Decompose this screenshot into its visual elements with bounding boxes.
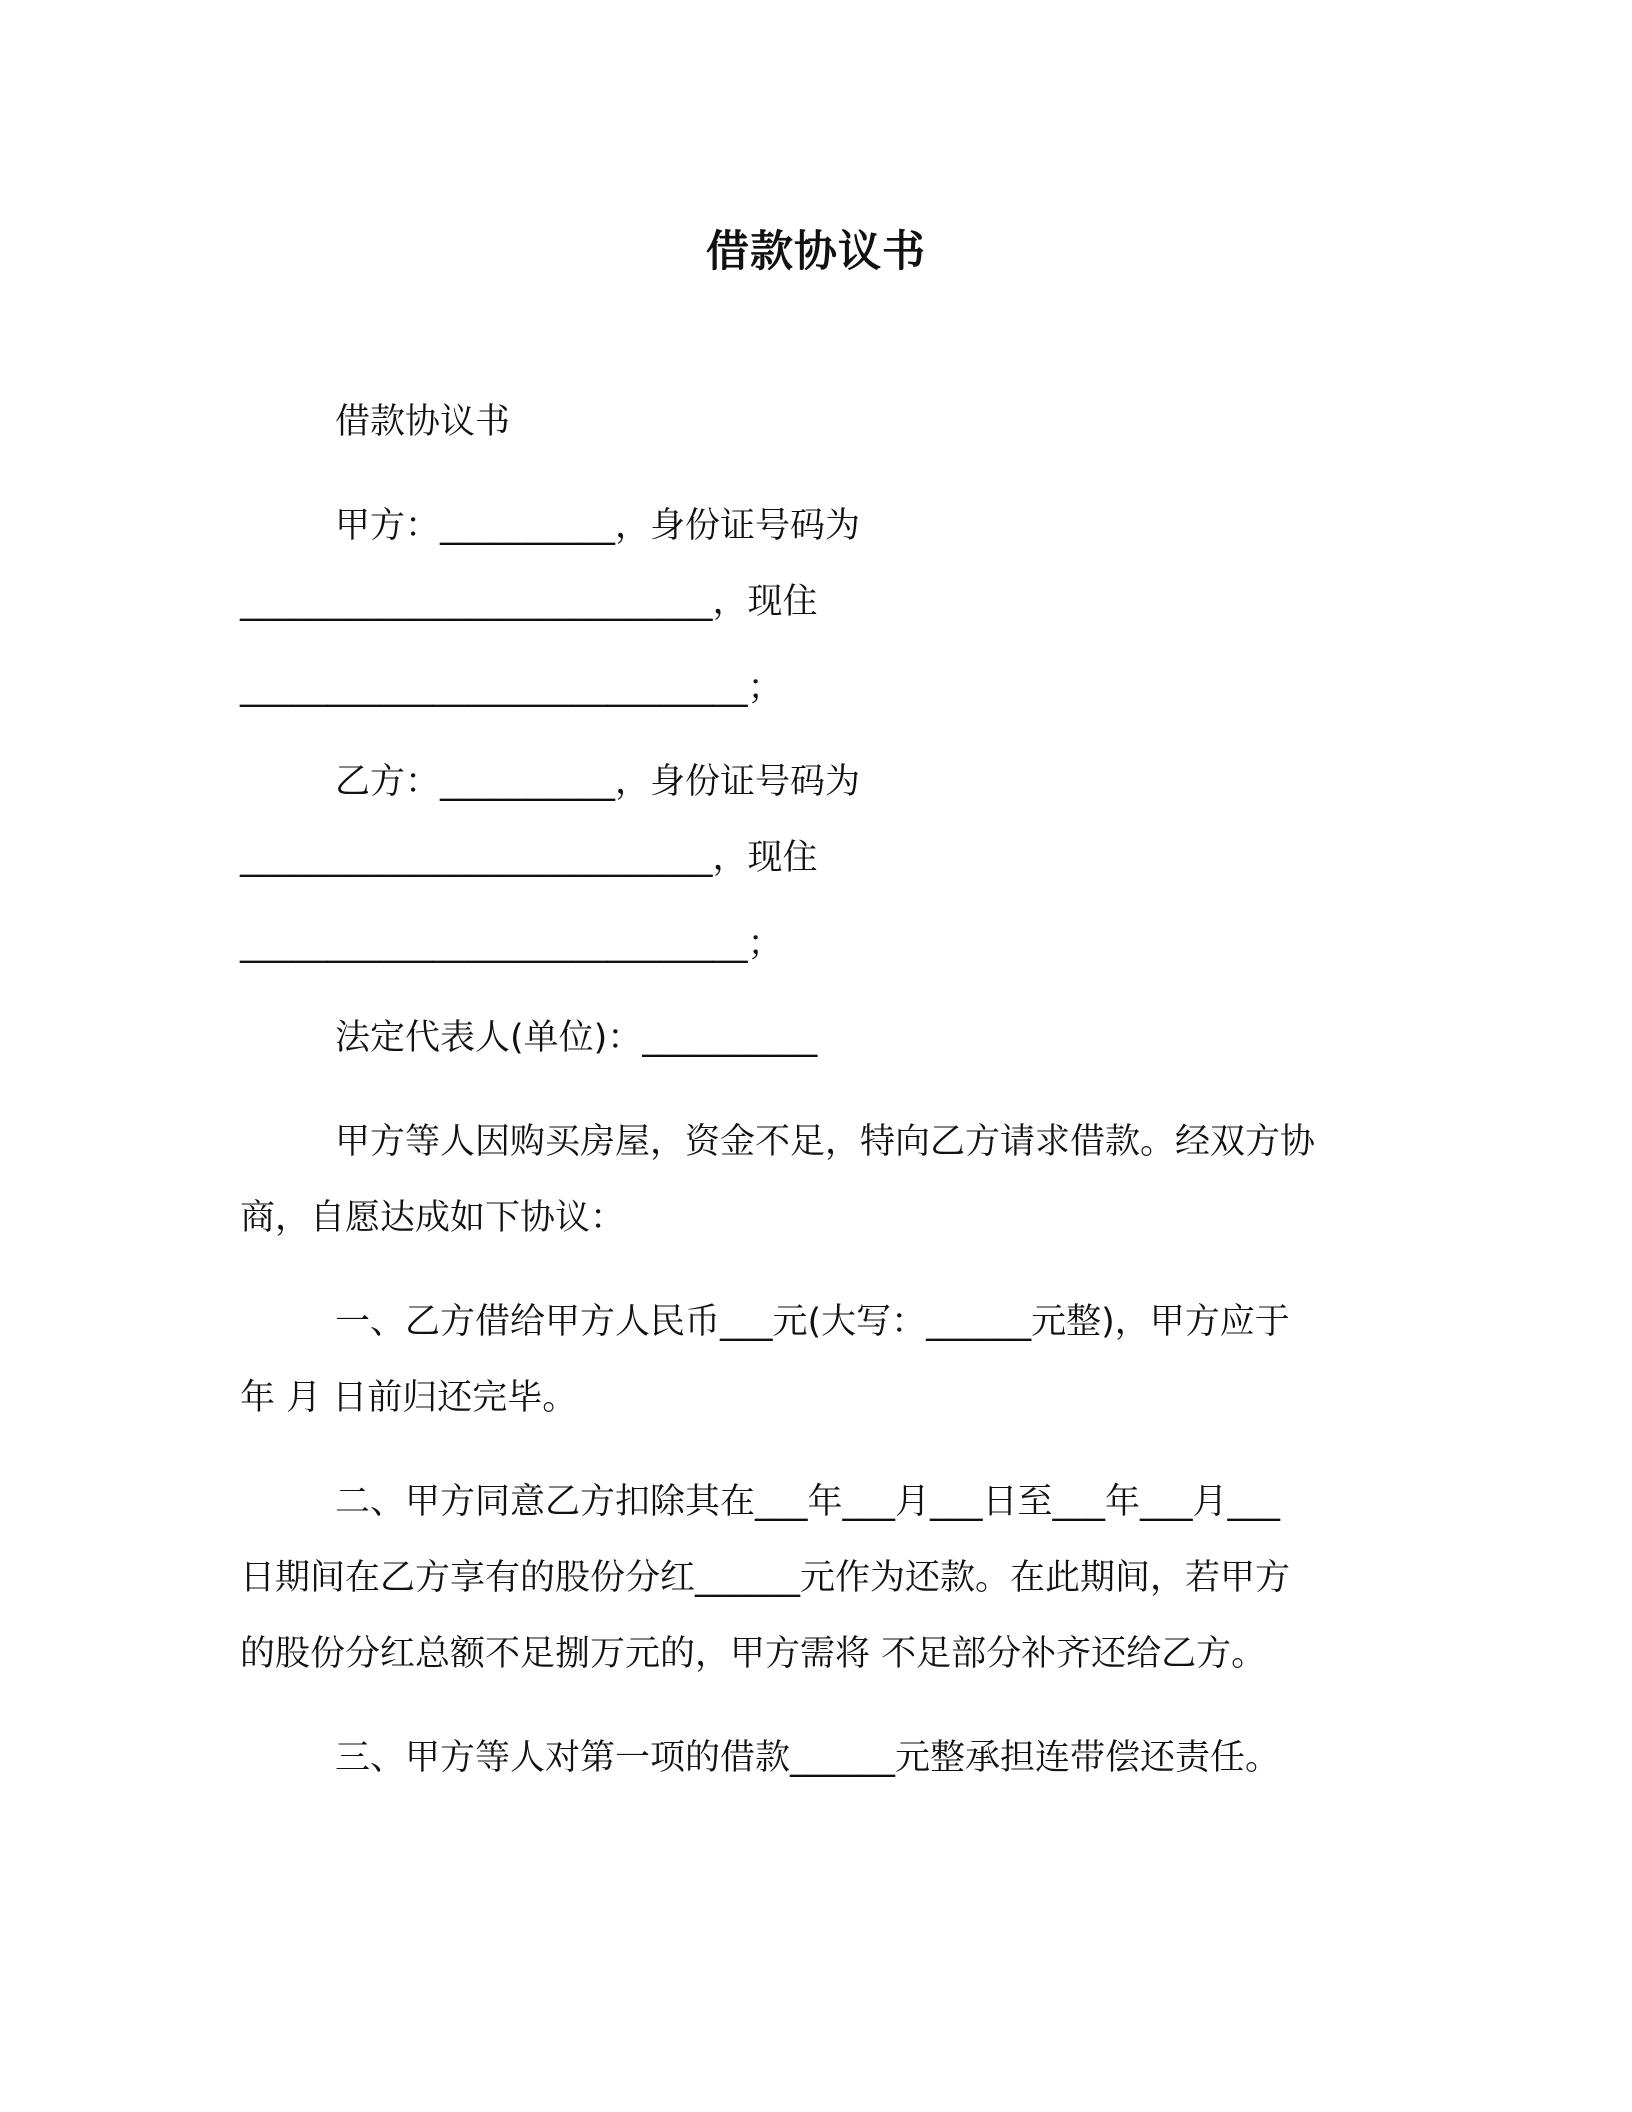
party-a-id-line: ___________________________，现住 bbox=[240, 582, 818, 622]
clause-2-line-3: 的股份分红总额不足捌万元的，甲方需将 不足部分补齐还给乙方。 bbox=[240, 1634, 1267, 1674]
legal-representative-line: 法定代表人(单位)：__________ bbox=[335, 1018, 818, 1058]
preamble-line-1: 甲方等人因购买房屋，资金不足，特向乙方请求借款。经双方协 bbox=[335, 1122, 1316, 1162]
clause-1-line-2: 年 月 日前归还完毕。 bbox=[240, 1378, 578, 1418]
clause-1-line-1: 一、乙方借给甲方人民币___元(大写：______元整)，甲方应于 bbox=[335, 1302, 1290, 1342]
party-b-id-line: ___________________________，现住 bbox=[240, 838, 818, 878]
party-b-line: 乙方：__________，身份证号码为 bbox=[335, 762, 861, 802]
clause-2-line-1: 二、甲方同意乙方扣除其在___年___月___日至___年___月___ bbox=[335, 1482, 1281, 1522]
clause-2-line-2: 日期间在乙方享有的股份分红______元作为还款。在此期间，若甲方 bbox=[240, 1558, 1291, 1598]
party-a-line: 甲方：__________，身份证号码为 bbox=[335, 506, 861, 546]
document-title: 借款协议书 bbox=[706, 227, 926, 277]
party-a-address-line: _____________________________； bbox=[240, 668, 783, 708]
clause-3-line-1: 三、甲方等人对第一项的借款______元整承担连带偿还责任。 bbox=[335, 1738, 1281, 1778]
party-b-address-line: _____________________________； bbox=[240, 924, 783, 964]
subtitle-line: 借款协议书 bbox=[335, 402, 511, 442]
preamble-line-2: 商，自愿达成如下协议： bbox=[240, 1198, 626, 1238]
